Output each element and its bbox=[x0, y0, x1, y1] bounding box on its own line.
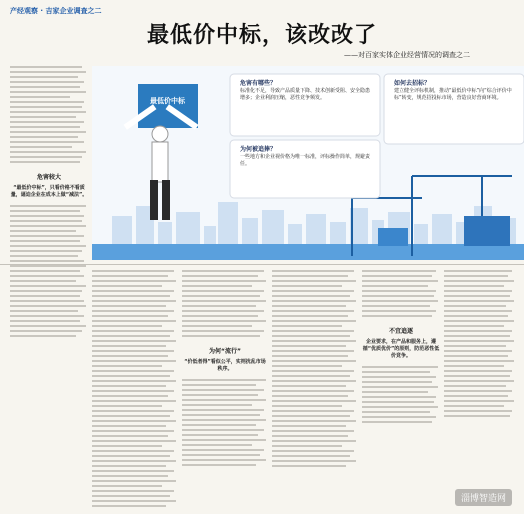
column-1 bbox=[92, 270, 178, 502]
box-why-title: 为何被追捧？ bbox=[240, 146, 277, 153]
section-divider bbox=[0, 264, 524, 265]
subhead-right: 不宜追逐 bbox=[388, 328, 413, 335]
subhead-left: 危害较大 bbox=[36, 174, 61, 181]
banner-label: 最低价中标 bbox=[150, 97, 185, 105]
box-how-body: 建立健全评标机制，推动“最低价中标”向“综合评价中标”转变，规范招投标市场，营造良好营商环境。 bbox=[394, 88, 512, 101]
column-4 bbox=[362, 270, 440, 502]
box-why-body: 一些地方和企业视价格为唯一标准，评标操作简单，规避责任。 bbox=[240, 154, 371, 167]
box-harms-title: 危害有哪些？ bbox=[240, 80, 277, 87]
column-2 bbox=[182, 270, 268, 502]
page-subtitle: ——对百家实体企业经营情况的调查之二 bbox=[344, 51, 470, 59]
banner-shape bbox=[135, 84, 201, 128]
watermark: 淄博智造网 bbox=[455, 489, 512, 506]
box-why bbox=[230, 140, 380, 198]
left-column bbox=[10, 66, 88, 500]
section-label: 产经观察 · 吉家企业调查之二 bbox=[10, 7, 102, 15]
subhead-mid: 为何“流行” bbox=[209, 348, 241, 355]
box-harms bbox=[230, 74, 380, 136]
page-title: 最低价中标，该改改了 bbox=[146, 22, 377, 48]
quote-left: “最低价中标”，只看价格不看质量，逼迫企业在成本上做“减法”。 bbox=[10, 185, 88, 198]
box-harms-body: 标准化不足，导致产品质量下降、技术创新受阻、安全隐患增多；企业利润压缩，恶性竞争频发。 bbox=[240, 88, 371, 101]
box-how-title: 如何去招标？ bbox=[394, 80, 431, 87]
column-5 bbox=[444, 270, 516, 502]
quote-mid: “价低者得”看似公平，实则扰乱市场秩序。 bbox=[184, 359, 266, 372]
quote-right: 企业要求，在产品和服务上，遵循“优质优价”的原则，防范恶性低价竞争。 bbox=[362, 339, 440, 359]
box-how bbox=[384, 74, 524, 144]
column-3 bbox=[272, 270, 358, 502]
